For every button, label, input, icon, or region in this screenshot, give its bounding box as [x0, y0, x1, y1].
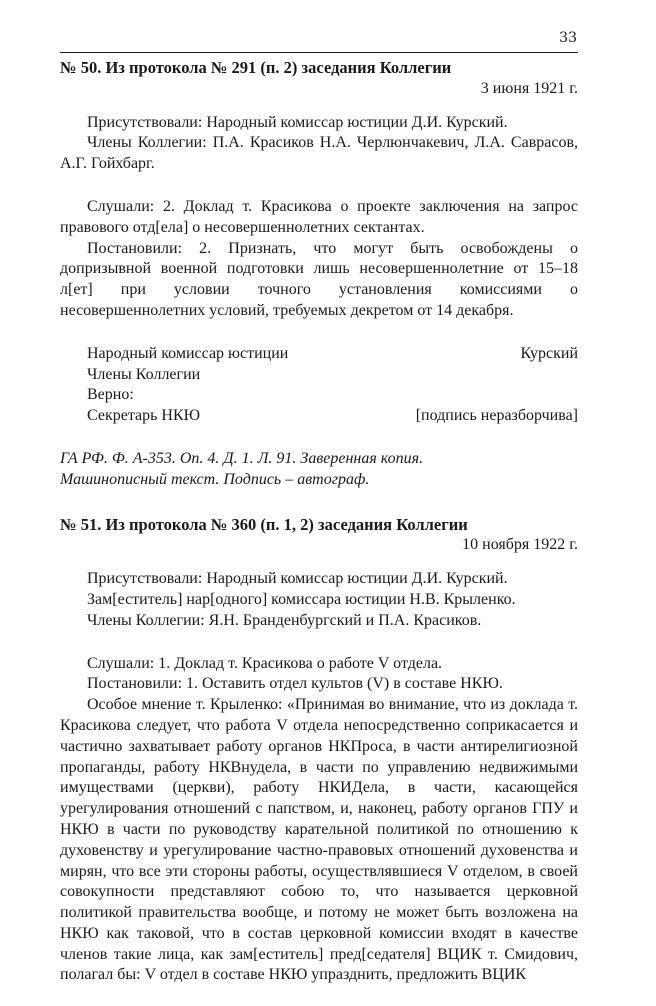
page-number: 33 — [559, 30, 577, 46]
doc51-deputy: Зам[еститель] нар[одного] комиссара юстиции Н.В. Крыленко. — [87, 590, 516, 608]
signature-true-copy: Верно: — [87, 386, 134, 404]
doc50-members: Члены Коллегии: П.А. Красиков Н.А. Черлюнчакевич, Л.А. Саврасов, А.Г. Гойхбарг. — [60, 134, 578, 173]
signature-illegible: [подпись неразборчива] — [415, 407, 578, 425]
doc51-heading: № 51. Из протокола № 360 (п. 1, 2) заседания Коллегии — [60, 514, 468, 534]
signature-members: Члены Коллегии — [87, 365, 201, 383]
doc51-decided: Постановили: 1. Оставить отдел культов (V) в составе НКЮ. — [87, 675, 503, 693]
doc51-special-opinion: Особое мнение т. Крыленко: «Принимая во внимание, что из доклада т. Красикова следует, что работа V отдела непосредственно соприкасается и частично захватывает работу органов НКПроса, в части антирелигиозной пропаганды, работу НКВнудела, в части по управлению недвижимыми имуществами (церкви), работу НКИДела, в части, касающейся урегулирования отношений с папством, и, наконец, работу органов ГПУ и НКЮ в части по руководству карательной политикой по отношению к духовенству и урегулирование частно-правовых отношений духовенства и мирян, что все эти стороны работы, осуществлявшиеся V отделом, в своей совокупности представляют собою то, что называется церковной политикой правительства вообще, и потому не может быть возложена на НКЮ как таковой, что в состав церковной комиссии входят в качестве членов такие лица, как зам[еститель] пред[седателя] ВЦИК т. Смидович, полагал бы: V отдел в составе НКЮ упразднить, предложить ВЦИК — [60, 696, 578, 984]
signature-row-commissar — [60, 344, 578, 365]
signature-role: Народный комиссар юстиции — [87, 344, 289, 362]
signature-secretary: Секретарь НКЮ — [87, 407, 201, 425]
doc50-decided: Постановили: 2. Признать, что могут быть освобождены о допризывной военной подготовки лишь несовершеннолетние от 15–18 л[ет] при условии точного установления комиссиями о несовершеннолетних условий, требуемых декретом от 14 декабря. — [60, 239, 578, 319]
doc50-present: Присутствовали: Народный комиссар юстиции Д.И. Курский. — [87, 113, 508, 131]
doc51-members: Члены Коллегии: Я.Н. Бранденбургский и П.А. Красиков. — [87, 611, 482, 629]
doc50-heading: № 50. Из протокола № 291 (п. 2) заседания Коллегии — [60, 58, 452, 77]
source-note-line1: ГА РФ. Ф. А-353. Оп. 4. Д. 1. Л. 91. Заверенная копия. — [60, 449, 424, 467]
doc50-heard: Слушали: 2. Доклад т. Красикова о проекте заключения на запрос правового отд[ела] о несовершеннолетних сектантах. — [60, 197, 578, 236]
doc51-heard: Слушали: 1. Доклад т. Красикова о работе V отдела. — [87, 654, 443, 672]
source-note-line2: Машинописный текст. Подпись – автограф. — [60, 470, 370, 488]
doc50-date: 3 июня 1921 г. — [480, 79, 578, 97]
doc51-present: Присутствовали: Народный комиссар юстиции Д.И. Курский. — [87, 570, 508, 588]
signature-name: Курский — [520, 344, 578, 362]
doc51-date: 10 ноября 1922 г. — [462, 536, 578, 554]
header-rule — [60, 52, 578, 53]
signature-row-secretary — [60, 406, 578, 427]
page-body — [60, 58, 578, 986]
